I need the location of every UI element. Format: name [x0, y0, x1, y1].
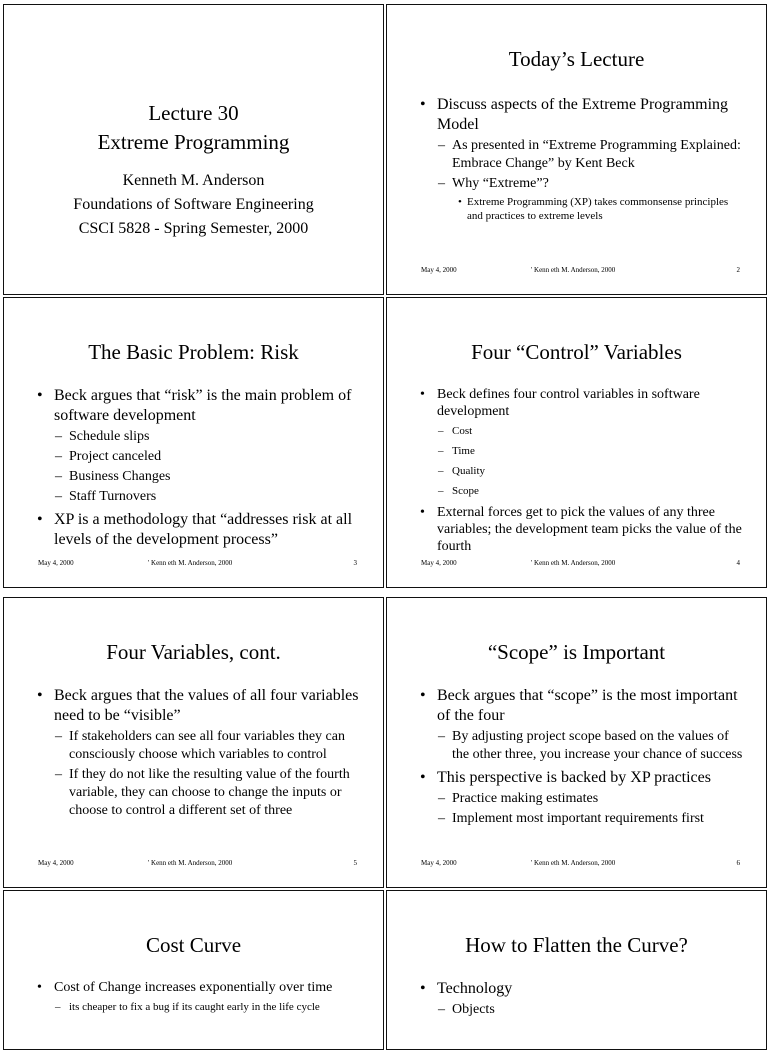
sub-bullet: – Implement most important requirements first [420, 810, 744, 828]
title-block [4, 99, 383, 241]
sub-bullet: – Objects [420, 1001, 744, 1019]
bullet: • Beck argues that “scope” is the most important of the four [420, 686, 744, 726]
bullet: • This perspective is backed by XP practices [420, 768, 744, 788]
sub-bullet: – its cheaper to fix a bug if its caught early in the life cycle [37, 998, 361, 1016]
slide-4 [386, 297, 767, 588]
sub-bullet: – Why “Extreme”? [420, 175, 744, 193]
bullet: • XP is a methodology that “addresses risk at all levels of the development process” [37, 510, 361, 550]
bullet-list [37, 686, 361, 820]
slide-1 [3, 4, 384, 295]
footer-copyright: ' Kenn eth M. Anderson, 2000 [148, 859, 233, 867]
footer-copyright: ' Kenn eth M. Anderson, 2000 [148, 559, 233, 567]
footer-date: May 4, 2000 [421, 859, 457, 867]
footer-copyright: ' Kenn eth M. Anderson, 2000 [531, 266, 616, 274]
footer-date: May 4, 2000 [421, 266, 457, 274]
slide-number: 5 [353, 859, 357, 867]
bullet: • Technology [420, 979, 744, 999]
slide-title: “Scope” is Important [487, 640, 666, 664]
bullet-list [420, 386, 744, 557]
bullet-list [420, 686, 744, 828]
sub-bullet: – Time [420, 442, 744, 460]
slide-number: 2 [736, 266, 740, 274]
slide-title: Cost Curve [145, 933, 242, 957]
footer-copyright: ' Kenn eth M. Anderson, 2000 [531, 559, 616, 567]
slide-title: Today’s Lecture [508, 47, 645, 71]
course-name: Foundations of Software Engineering [73, 196, 314, 213]
slide-number: 3 [353, 559, 357, 567]
bullet-list [37, 979, 361, 1016]
bullet: • Beck argues that “risk” is the main problem of software development [37, 386, 361, 426]
sub-bullet: – Schedule slips [37, 428, 361, 446]
sub-bullet: – By adjusting project scope based on the values of the other three, you increase your chance of success [420, 728, 744, 764]
bullet: • Beck argues that the values of all four variables need to be “visible” [37, 686, 361, 726]
sub-bullet: – Quality [420, 462, 744, 480]
slide-subtitle: Extreme Programming [97, 130, 290, 154]
footer-date: May 4, 2000 [38, 559, 74, 567]
slide-5 [3, 597, 384, 888]
bullet-list [420, 95, 744, 223]
slide-3 [3, 297, 384, 588]
sub-bullet: – If stakeholders can see all four variables they can consciously choose which variables to control [37, 728, 361, 764]
course-term: CSCI 5828 - Spring Semester, 2000 [78, 220, 309, 237]
slide-8 [386, 890, 767, 1050]
sub-bullet: – Business Changes [37, 468, 361, 486]
sub-bullet: – Cost [420, 422, 744, 440]
bullet: • Discuss aspects of the Extreme Programming Model [420, 95, 744, 135]
footer-date: May 4, 2000 [38, 859, 74, 867]
footer-copyright: ' Kenn eth M. Anderson, 2000 [531, 859, 616, 867]
sub-sub-bullet: • Extreme Programming (XP) takes commonsense principles and practices to extreme levels [420, 195, 744, 223]
author: Kenneth M. Anderson [122, 172, 265, 189]
slide-title: Four “Control” Variables [471, 340, 682, 364]
slide-number: 6 [736, 859, 740, 867]
bullet: • Cost of Change increases exponentially over time [37, 979, 361, 996]
sub-bullet: – Scope [420, 482, 744, 500]
bullet: • External forces get to pick the values of any three variables; the development team picks the value of the fourth [420, 504, 744, 555]
slide-2 [386, 4, 767, 295]
slide-title: How to Flatten the Curve? [465, 933, 688, 957]
slide-number: 4 [736, 559, 740, 567]
slide-title: Lecture 30 [148, 101, 239, 125]
sub-bullet: – As presented in “Extreme Programming Explained: Embrace Change” by Kent Beck [420, 137, 744, 173]
slide-title: The Basic Problem: Risk [88, 340, 299, 364]
sub-bullet: – If they do not like the resulting value of the fourth variable, they can choose to change the inputs or choose to control a different set of three [37, 766, 361, 820]
sub-bullet: – Practice making estimates [420, 790, 744, 808]
slide-title: Four Variables, cont. [106, 640, 281, 664]
bullet-list [420, 979, 744, 1019]
bullet: • Beck defines four control variables in software development [420, 386, 744, 420]
slide-6 [386, 597, 767, 888]
sub-bullet: – Staff Turnovers [37, 488, 361, 506]
footer-date: May 4, 2000 [421, 559, 457, 567]
slide-7 [3, 890, 384, 1050]
bullet-list [37, 386, 361, 552]
sub-bullet: – Project canceled [37, 448, 361, 466]
